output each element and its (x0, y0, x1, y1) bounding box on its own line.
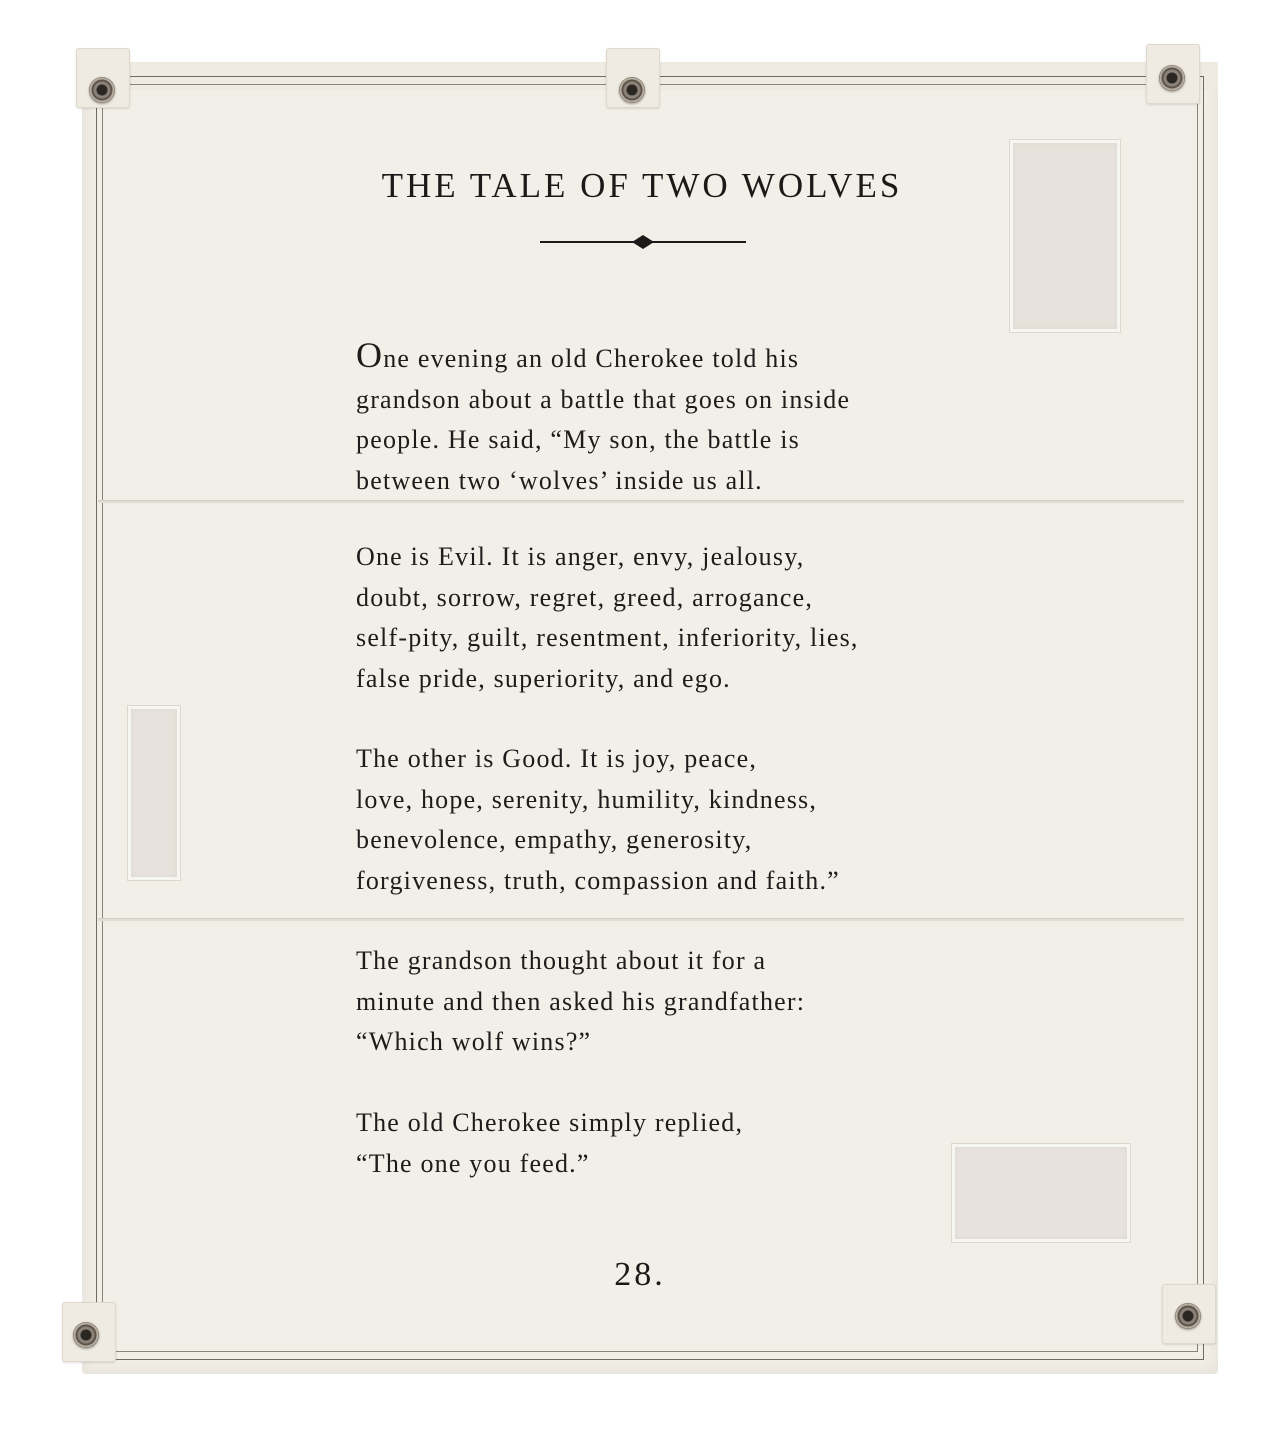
story-paragraph (356, 335, 850, 501)
grommet-icon (619, 77, 645, 103)
ornament-divider-icon (540, 232, 746, 252)
story-paragraph: The other is Good. It is joy, peace, love, hope, serenity, humility, kindness, benevolence, empathy, generosity, forgiveness, truth, compassion and faith.” (356, 744, 840, 895)
story-paragraph: The grandson thought about it for a minute and then asked his grandfather: “Which wolf wins?” (356, 946, 806, 1056)
poster-title: THE TALE OF TWO WOLVES (381, 166, 903, 205)
grommet-icon (1175, 1303, 1201, 1329)
fabric-patch (1010, 140, 1120, 332)
grommet-icon (89, 77, 115, 103)
fabric-patch (128, 706, 180, 880)
story-paragraph: The old Cherokee simply replied, “The one you feed.” (356, 1108, 744, 1178)
drop-cap: O (356, 335, 384, 375)
page-number: 28. (614, 1256, 666, 1293)
fabric-patch (952, 1144, 1130, 1242)
grommet-icon (73, 1322, 99, 1348)
paragraph-text: ne evening an old Cherokee told his grandson about a battle that goes on inside people. He said, “My son, the battle is between two ‘wolves’ inside us all. (356, 344, 851, 495)
fabric-seam (98, 918, 1184, 921)
story-paragraph: One is Evil. It is anger, envy, jealousy, doubt, sorrow, regret, greed, arrogance, self-pity, guilt, resentment, inferiority, lies, false pride, superiority, and ego. (356, 542, 859, 693)
grommet-icon (1159, 65, 1185, 91)
